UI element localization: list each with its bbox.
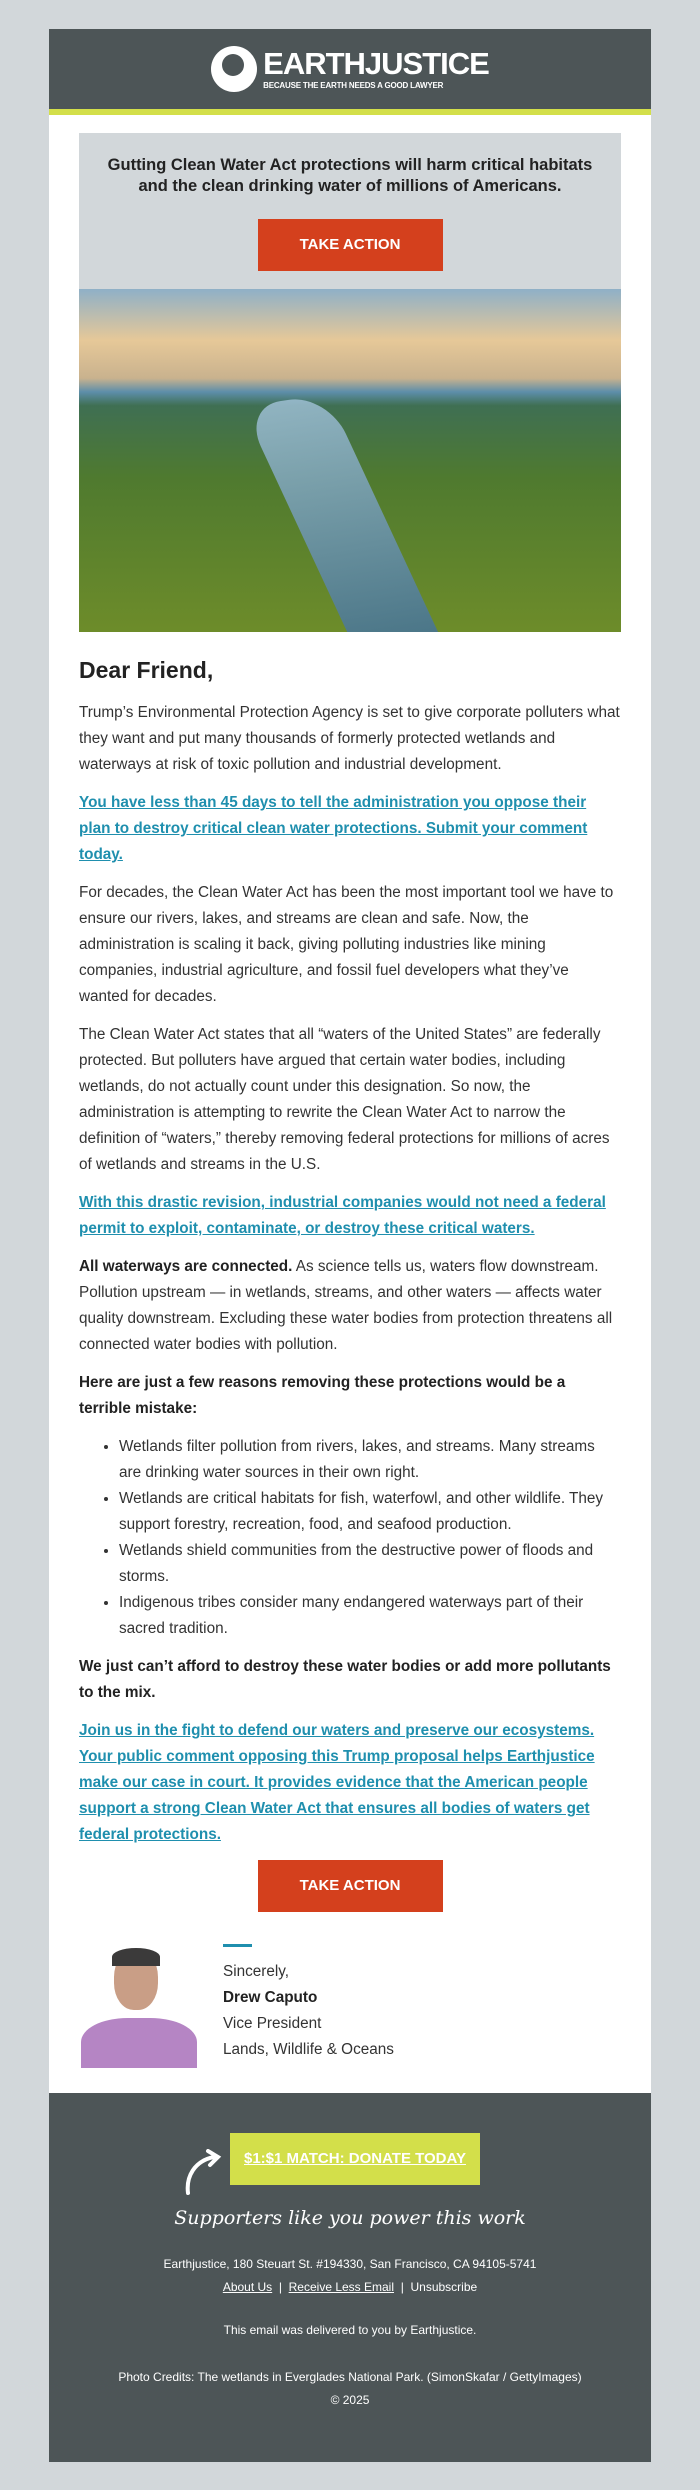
- closing: Sincerely,: [223, 1963, 290, 1980]
- signer-name: Drew Caputo: [223, 1989, 318, 2006]
- signer-photo: [79, 1948, 199, 2068]
- unsubscribe-link[interactable]: Unsubscribe: [410, 2280, 478, 2294]
- signature: [79, 1928, 621, 2093]
- hero: [79, 133, 621, 632]
- delivered-note: This email was delivered to you by Earthjustice.: [223, 2323, 477, 2337]
- link-paragraph: [79, 1718, 621, 1848]
- about-us-link[interactable]: About Us: [222, 2280, 273, 2294]
- paragraph: [79, 1654, 621, 1706]
- comment-link[interactable]: You have less than 45 days to tell the administration you oppose their plan to destroy critical clean water protections. Submit your comment today.: [79, 794, 588, 863]
- paragraph: The Clean Water Act states that all “waters of the United States” are federally protected. But polluters have argued that certain water bodies, including wetlands, do not actually count under this designation. So now, the administration is attempting to rewrite the Clean Water Act to narrow the definition of “waters,” thereby removing federal protections for millions of acres of wetlands and streams in the U.S.: [79, 1026, 610, 1173]
- copyright: © 2025: [330, 2393, 370, 2407]
- reasons-list: [119, 1434, 621, 1642]
- list-item: • Wetlands are critical habitats for fish, waterfowl, and other wildlife. They support forestry, recreation, food, and seafood production.: [119, 1486, 621, 1538]
- link-paragraph: [79, 1190, 621, 1242]
- take-action-button-bottom[interactable]: TAKE ACTION: [258, 1860, 443, 1912]
- bold-paragraph: We just can’t afford to destroy these water bodies or add more pollutants to the mix.: [79, 1658, 611, 1701]
- globe-logo-icon: [211, 46, 257, 92]
- link-paragraph: [79, 790, 621, 868]
- brand-tagline: BECAUSE THE EARTH NEEDS A GOOD LAWYER: [263, 80, 444, 90]
- brand-name: EARTHJUSTICE: [263, 45, 489, 81]
- take-action-button[interactable]: TAKE ACTION: [258, 219, 443, 271]
- accent-stripe: [49, 109, 651, 115]
- paragraph: For decades, the Clean Water Act has been the most important tool we have to ensure our rivers, lakes, and streams are clean and safe. Now, the administration is scaling it back, giving polluting industries like mining companies, industrial agriculture, and fossil fuel developers what they’ve wanted for decades.: [79, 884, 614, 1005]
- supporters-tagline: Supporters like you power this work: [174, 2207, 526, 2229]
- address: Earthjustice, 180 Steuart St. #194330, San Francisco, CA 94105-5741: [163, 2257, 537, 2271]
- signer-title: Vice President: [223, 2015, 322, 2032]
- divider: [223, 1944, 252, 1947]
- revision-link[interactable]: With this drastic revision, industrial companies would not need a federal permit to exploit, contaminate, or destroy these critical waters.: [79, 1194, 606, 1237]
- footer: [49, 2093, 651, 2462]
- list-item: • Wetlands filter pollution from rivers, lakes, and streams. Many streams are drinking water sources in their own right.: [119, 1434, 621, 1486]
- hero-title: Gutting Clean Water Act protections will harm critical habitats and the clean drinking water of millions of Americans.: [107, 156, 593, 195]
- photo-credits: Photo Credits: The wetlands in Everglades National Park. (SimonSkafar / GettyImages): [118, 2370, 582, 2384]
- list-item: • Indigenous tribes consider many endangered waterways part of their sacred tradition.: [119, 1590, 621, 1642]
- bold-lead: All waterways are connected.: [79, 1258, 293, 1275]
- donate-button[interactable]: $1:$1 MATCH: DONATE TODAY: [230, 2133, 480, 2185]
- paragraph-text: As science tells us, waters flow downstream. Pollution upstream — in wetlands, streams, and other waters — affects water quality downstream. Excluding these water bodies from protection threatens all connected water bodies with pollution.: [79, 1258, 613, 1353]
- signer-department: Lands, Wildlife & Oceans: [223, 2041, 394, 2058]
- reasons-heading: [79, 1370, 621, 1422]
- logo[interactable]: [263, 45, 489, 91]
- email-container: [49, 29, 651, 2462]
- reasons-heading-text: Here are just a few reasons removing these protections would be a terrible mistake:: [79, 1374, 566, 1417]
- header: [49, 29, 651, 109]
- greeting: Dear Friend,: [79, 657, 214, 683]
- wetlands-photo[interactable]: [79, 289, 621, 632]
- curved-arrow-icon: [184, 2149, 224, 2195]
- separator: |: [400, 2280, 404, 2294]
- paragraph: [79, 1254, 621, 1358]
- list-item: • Wetlands shield communities from the destructive power of floods and storms.: [119, 1538, 621, 1590]
- receive-less-email-link[interactable]: Receive Less Email: [288, 2280, 395, 2294]
- join-fight-link[interactable]: Join us in the fight to defend our waters and preserve our ecosystems. Your public comment opposing this Trump proposal helps Earthjustice make our case in court. It provides evidence that the American people support a strong Clean Water Act that ensures all bodies of waters get federal protections.: [79, 1722, 595, 1843]
- paragraph: Trump’s Environmental Protection Agency is set to give corporate polluters what they want and put many thousands of formerly protected wetlands and waterways at risk of toxic pollution and industrial development.: [79, 704, 620, 773]
- separator: |: [278, 2280, 282, 2294]
- letter-body: [49, 632, 651, 2093]
- footer-links: [49, 2276, 651, 2299]
- river: [242, 394, 465, 632]
